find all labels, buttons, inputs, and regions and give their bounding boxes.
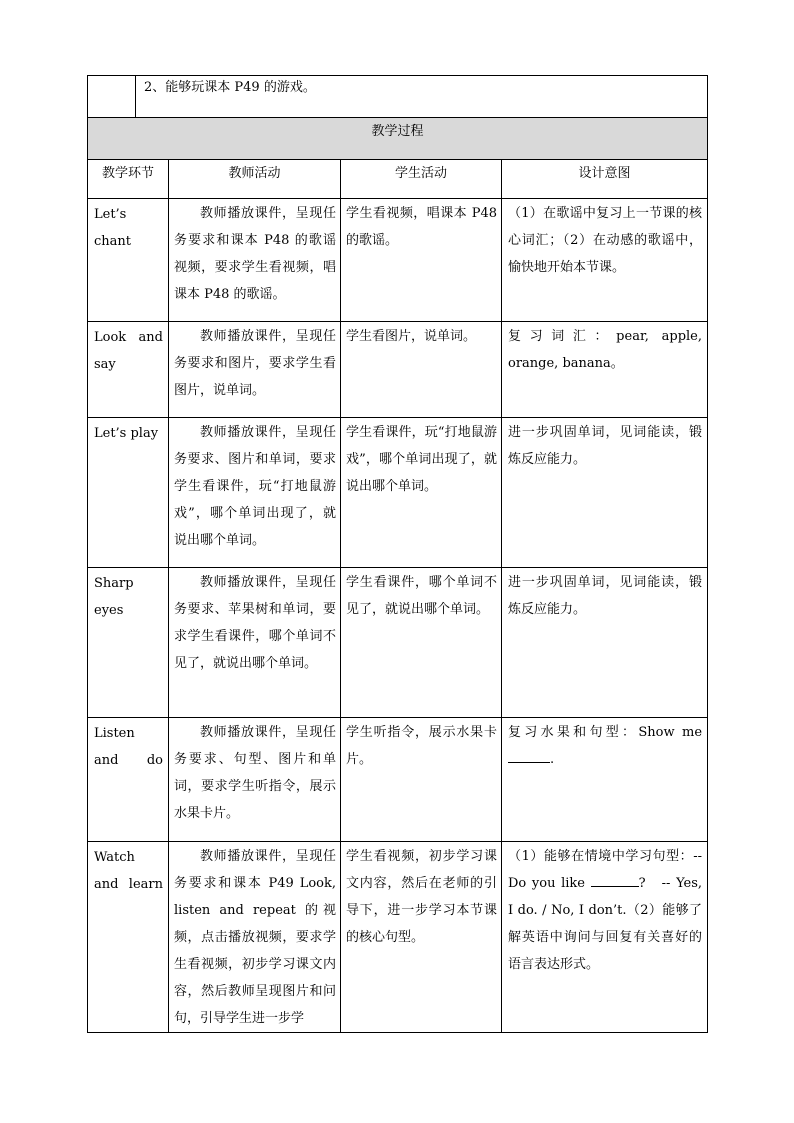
teacher-activity-cell: 教师播放课件，呈现任务要求和图片，要求学生看图片，说单词。	[169, 322, 341, 418]
intent-text-before-blank: （1）能够在情境中学习句型：-- Do you like	[508, 849, 703, 891]
stage-cell: Listen and do	[88, 718, 169, 842]
table-row	[88, 842, 708, 1033]
teacher-activity-cell: 教师播放课件，呈现任务要求、句型、图片和单词，要求学生听指令，展示水果卡片。	[169, 718, 341, 842]
design-intent-cell	[502, 718, 708, 842]
stage-cell: Look and say	[88, 322, 169, 418]
header-teacher: 教师活动	[169, 160, 341, 199]
design-intent-cell: 进一步巩固单词，见词能读，锻炼反应能力。	[502, 418, 708, 568]
header-student: 学生活动	[341, 160, 502, 199]
stage-cell: Let’s play	[88, 418, 169, 568]
student-activity-cell: 学生看视频，唱课本 P48 的歌谣。	[341, 199, 502, 322]
table-row	[88, 418, 708, 568]
table-row	[88, 568, 708, 718]
stage-cell: Sharp eyes	[88, 568, 169, 718]
header-stage: 教学环节	[88, 160, 169, 199]
section-title: 教学过程	[88, 118, 708, 160]
student-activity-cell: 学生听指令，展示水果卡片。	[341, 718, 502, 842]
design-intent-cell: 进一步巩固单词，见词能读，锻炼反应能力。	[502, 568, 708, 718]
answer-blank	[591, 872, 639, 887]
section-title-row	[88, 118, 708, 160]
intent-text-after-blank: .	[550, 752, 555, 767]
table-row	[88, 322, 708, 418]
answer-blank	[508, 748, 550, 763]
stage-cell: Watch and learn	[88, 842, 169, 1033]
intent-text-before-blank: 复习水果和句型：Show me	[508, 725, 703, 740]
student-activity-cell: 学生看课件，玩“打地鼠游戏”，哪个单词出现了，就说出哪个单词。	[341, 418, 502, 568]
student-activity-cell: 学生看图片，说单词。	[341, 322, 502, 418]
objective-row-blank-cell	[88, 76, 136, 118]
objective-row	[88, 76, 708, 118]
teacher-activity-cell: 教师播放课件，呈现任务要求和课本 P48 的歌谣视频，要求学生看视频，唱课本 P48 的歌谣。	[169, 199, 341, 322]
student-activity-cell: 学生看视频，初步学习课文内容，然后在老师的引导下，进一步学习本节课的核心句型。	[341, 842, 502, 1033]
objective-text: 2、能够玩课本 P49 的游戏。	[136, 76, 708, 118]
design-intent-cell: （1）在歌谣中复习上一节课的核心词汇；（2）在动感的歌谣中，愉快地开始本节课。	[502, 199, 708, 322]
intent-text-after-blank: ? -- Yes, I do. / No, I don’t.（2）能够了解英语中询问与回复有关喜好的语言表达形式。	[508, 876, 703, 972]
table-row	[88, 718, 708, 842]
header-row	[88, 160, 708, 199]
student-activity-cell: 学生看课件，哪个单词不见了，就说出哪个单词。	[341, 568, 502, 718]
teacher-activity-cell: 教师播放课件，呈现任务要求、图片和单词，要求学生看课件，玩“打地鼠游戏”，哪个单词出现了，就说出哪个单词。	[169, 418, 341, 568]
stage-cell: Let’s chant	[88, 199, 169, 322]
design-intent-cell: 复习词汇：pear, apple, orange, banana。	[502, 322, 708, 418]
table-row	[88, 199, 708, 322]
teacher-activity-cell: 教师播放课件，呈现任务要求和课本 P49 Look, listen and repeat 的视频，点击播放视频，要求学生看视频，初步学习课文内容，然后教师呈现图片和问句，引导学生进一步学	[169, 842, 341, 1033]
lesson-plan-table	[87, 75, 708, 1033]
design-intent-cell	[502, 842, 708, 1033]
header-intent: 设计意图	[502, 160, 708, 199]
teacher-activity-cell: 教师播放课件，呈现任务要求、苹果树和单词，要求学生看课件，哪个单词不见了，就说出哪个单词。	[169, 568, 341, 718]
